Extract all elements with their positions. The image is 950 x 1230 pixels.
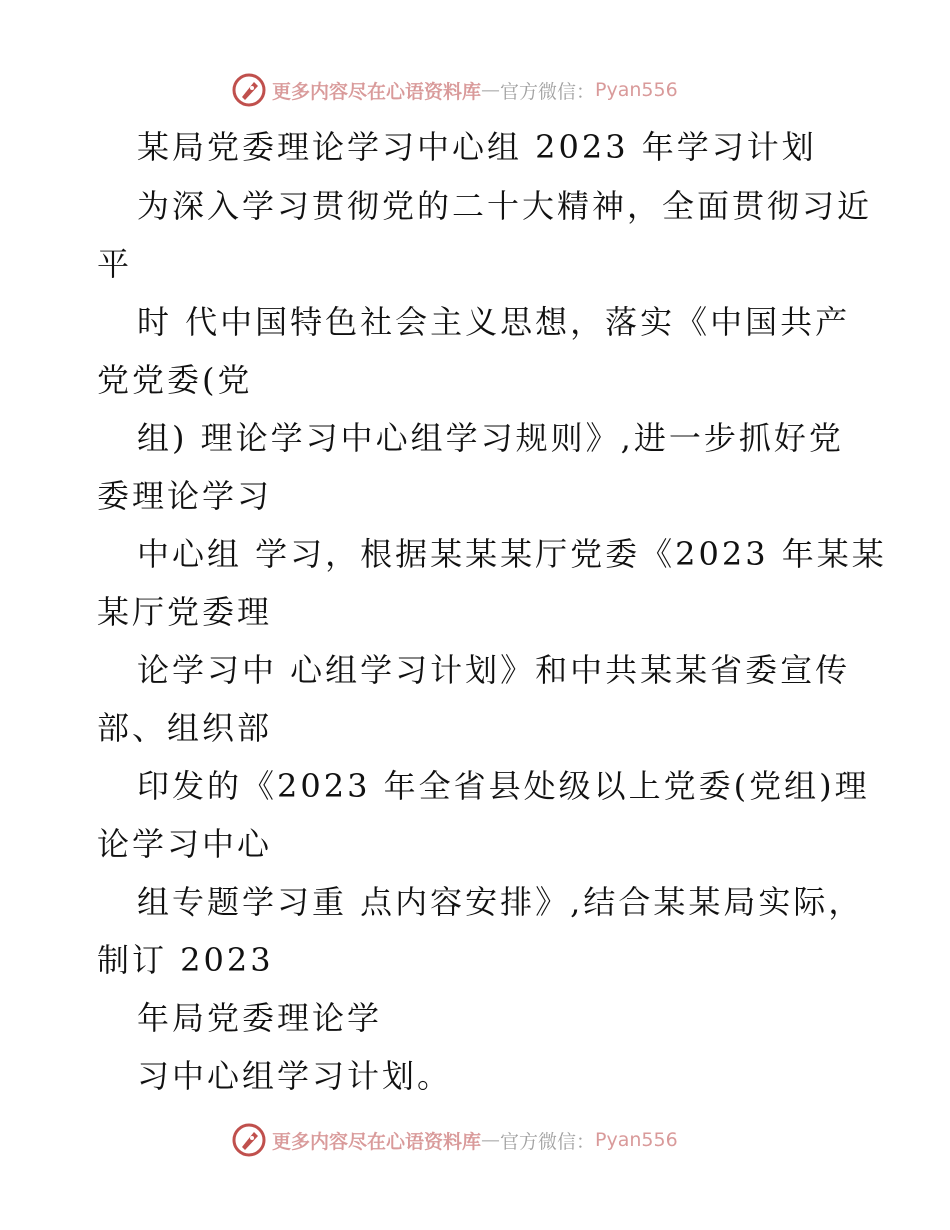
paragraph-line: 印发的《2023 年全省县处级以上党委(党组)理 [137,767,870,805]
banner-separator: — [481,1129,501,1151]
paragraph-line: 党党委(党 [97,361,253,399]
banner-promo-text: 更多内容尽在心语资料库 [272,80,482,103]
paragraph-line: 时 代中国特色社会主义思想，落实《中国共产 [137,303,851,341]
banner-wechat-id: Pyan556 [595,1129,678,1151]
paragraph-line: 年局党委理论学 [137,999,383,1037]
paragraph-line: 某厅党委理 [97,593,273,631]
paragraph-line: 习中心组学习计划。 [137,1057,453,1095]
paragraph-line: 组) 理论学习中心组学习规则》,进一步抓好党 [137,419,844,457]
paragraph-line: 论学习中心 [97,825,273,863]
paragraph-line: 中心组 学习，根据某某某厅党委《2023 年某某 [137,535,887,573]
header-banner [232,70,678,110]
banner-promo-text: 更多内容尽在心语资料库 [272,1130,482,1153]
paragraph-line: 平 [97,245,133,283]
banner-wechat-id: Pyan556 [595,79,678,101]
paragraph-line: 论学习中 心组学习计划》和中共某某省委宣传 [137,651,851,689]
paragraph-line: 组专题学习重 点内容安排》,结合某某局实际， [137,883,864,921]
banner-contact-label: 官方微信： [500,80,596,103]
paragraph-line: 制订 2023 [97,941,274,979]
banner-contact-label: 官方微信： [500,1130,596,1153]
document-title: 某局党委理论学习中心组 2023 年学习计划 [137,128,817,166]
pen-nib-logo-icon [232,73,266,107]
footer-banner [232,1120,678,1160]
paragraph-line: 部、组织部 [97,709,273,747]
pen-nib-logo-icon [232,1123,266,1157]
paragraph-line: 委理论学习 [97,477,273,515]
banner-separator: — [481,79,501,101]
paragraph-line: 为深入学习贯彻党的二十大精神，全面贯彻习近 [137,187,873,225]
